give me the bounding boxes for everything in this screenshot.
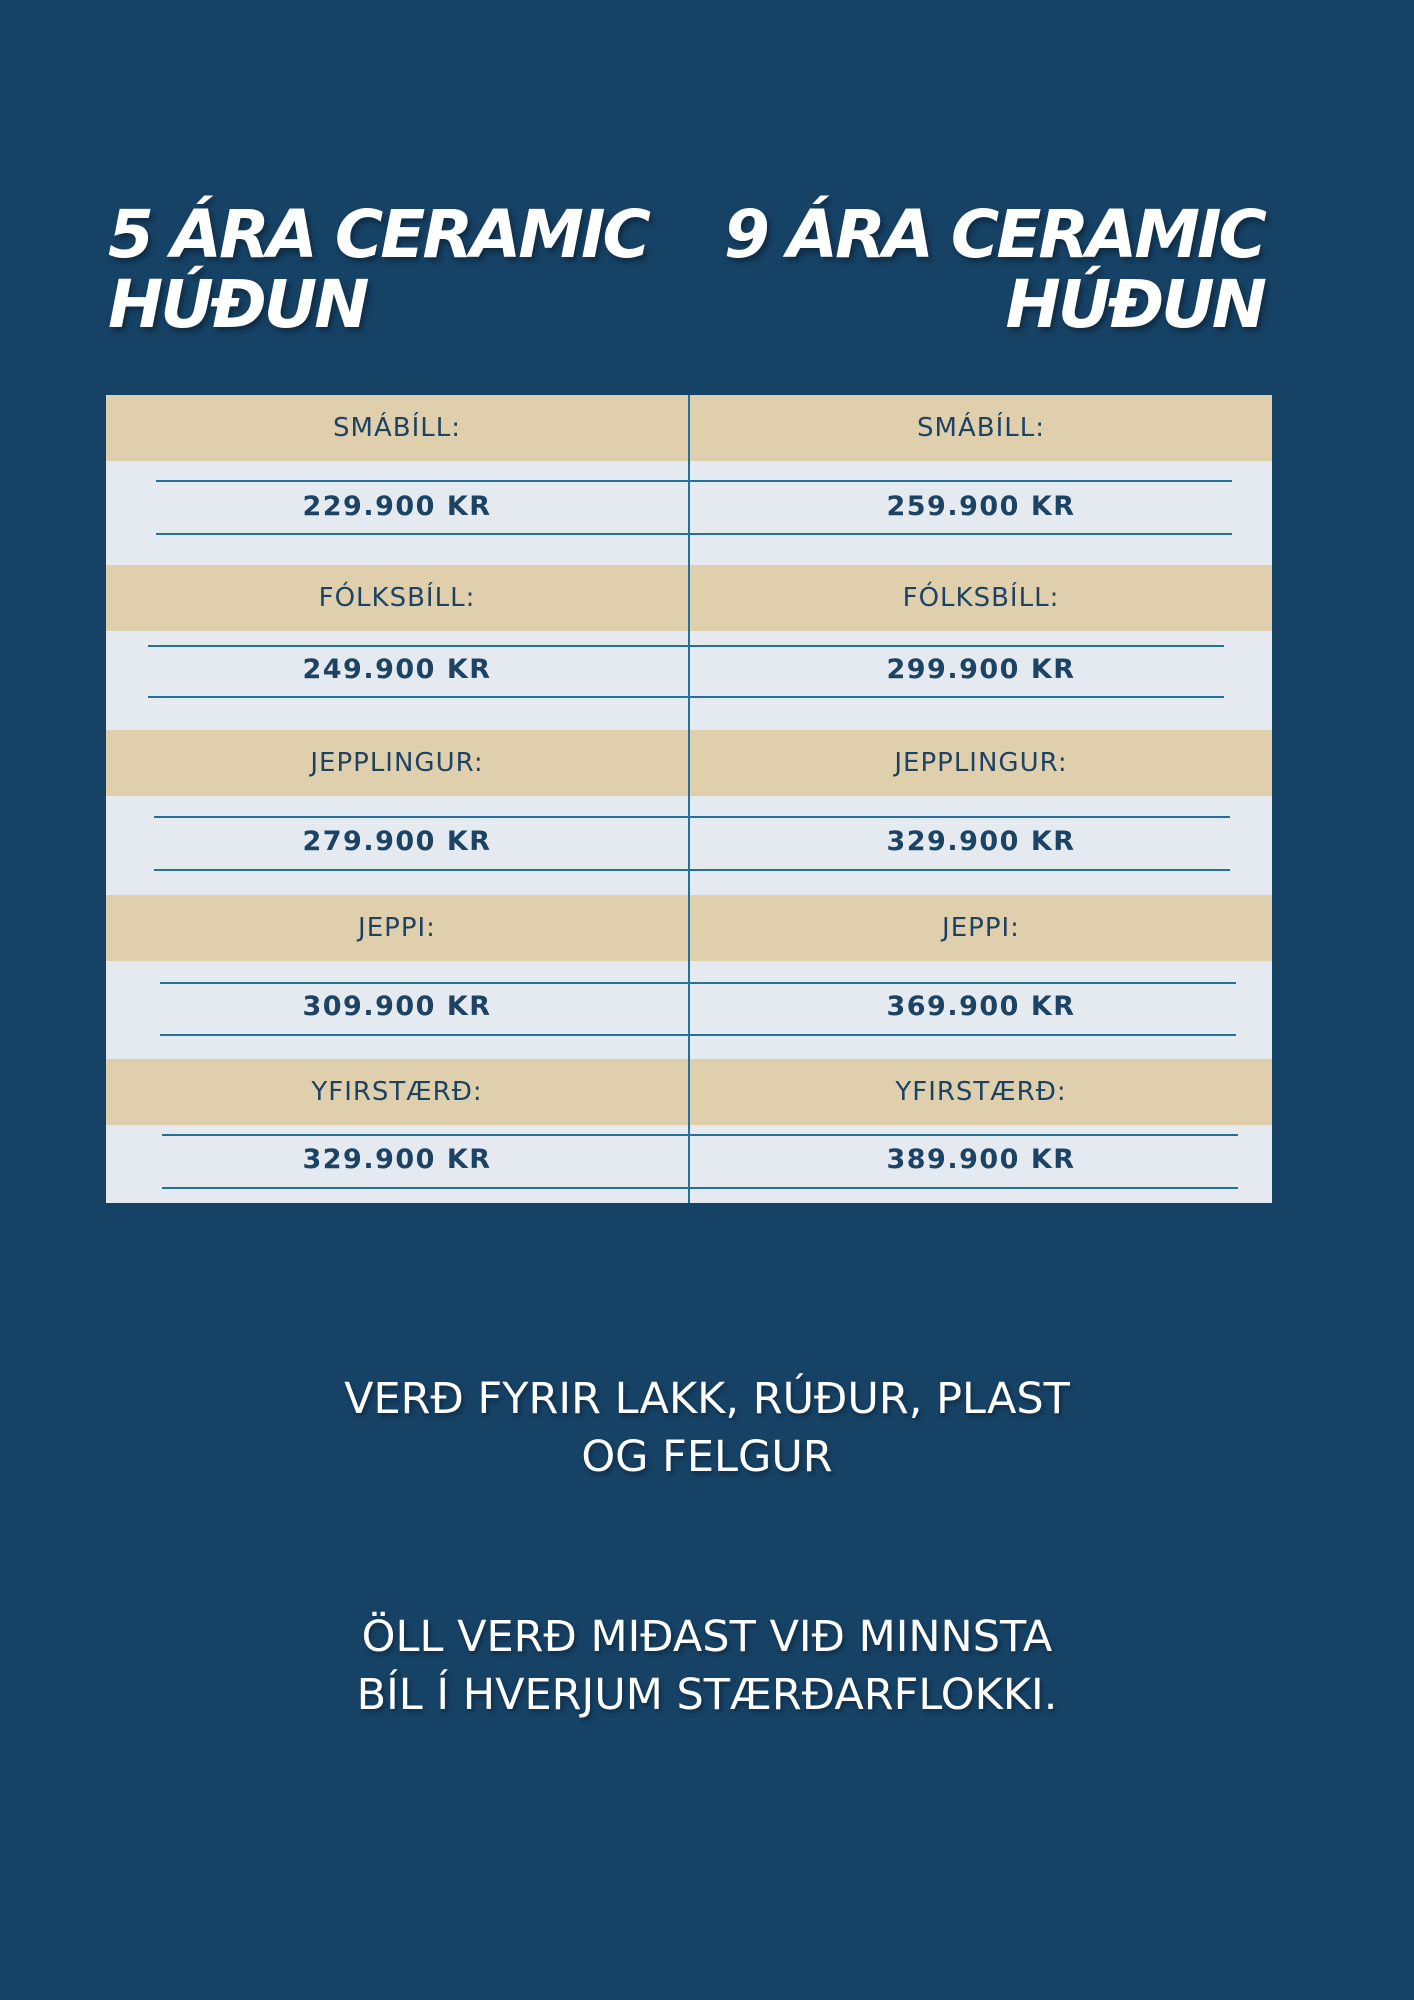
- heading-9-year-line-2: HÚÐUN: [1005, 266, 1264, 343]
- category-label-left: FÓLKSBÍLL:: [318, 583, 476, 613]
- price-left: 309.900 KR: [302, 991, 492, 1022]
- pricing-note-line-2: BÍL Í HVERJUM STÆRÐARFLOKKI.: [356, 1670, 1058, 1720]
- price-left: 329.900 KR: [302, 1144, 492, 1175]
- pricing-note: [0, 1608, 1414, 1724]
- category-label-right: JEPPLINGUR:: [894, 748, 1068, 778]
- category-label-left: YFIRSTÆRÐ:: [311, 1077, 483, 1107]
- category-label-right: SMÁBÍLL:: [917, 413, 1045, 443]
- pricing-note-line-1: ÖLL VERÐ MIÐAST VIÐ MINNSTA: [361, 1612, 1053, 1662]
- price-right: 329.900 KR: [886, 826, 1076, 857]
- price-rule: [156, 480, 1232, 482]
- category-label-left: JEPPLINGUR:: [310, 748, 484, 778]
- price-rule: [148, 645, 1224, 647]
- price-right: 259.900 KR: [886, 491, 1076, 522]
- price-rule: [156, 533, 1232, 535]
- category-label-right: YFIRSTÆRÐ:: [895, 1077, 1067, 1107]
- price-right: 389.900 KR: [886, 1144, 1076, 1175]
- price-table: [106, 395, 1272, 1203]
- price-rule: [154, 816, 1230, 818]
- price-right: 299.900 KR: [886, 654, 1076, 685]
- category-label-right: FÓLKSBÍLL:: [902, 583, 1060, 613]
- price-rule: [162, 1187, 1238, 1189]
- price-rule: [160, 982, 1236, 984]
- price-left: 279.900 KR: [302, 826, 492, 857]
- heading-5-year: [108, 196, 648, 343]
- price-rule: [148, 696, 1224, 698]
- category-label-left: JEPPI:: [358, 913, 436, 943]
- price-rule: [162, 1134, 1238, 1136]
- category-label-right: JEPPI:: [942, 913, 1020, 943]
- heading-5-year-line-1: 5 ÁRA CERAMIC: [108, 196, 648, 273]
- price-left: 249.900 KR: [302, 654, 492, 685]
- price-right: 369.900 KR: [886, 991, 1076, 1022]
- heading-9-year-line-1: 9 ÁRA CERAMIC: [724, 196, 1264, 273]
- coverage-note-line-1: VERÐ FYRIR LAKK, RÚÐUR, PLAST: [344, 1374, 1070, 1424]
- heading-9-year: [724, 196, 1264, 343]
- category-label-left: SMÁBÍLL:: [333, 413, 461, 443]
- heading-5-year-line-2: HÚÐUN: [108, 266, 367, 343]
- price-rule: [154, 869, 1230, 871]
- coverage-note-line-2: OG FELGUR: [581, 1432, 833, 1482]
- coverage-note: [0, 1370, 1414, 1486]
- price-rule: [160, 1034, 1236, 1036]
- price-left: 229.900 KR: [302, 491, 492, 522]
- column-divider: [688, 395, 690, 1203]
